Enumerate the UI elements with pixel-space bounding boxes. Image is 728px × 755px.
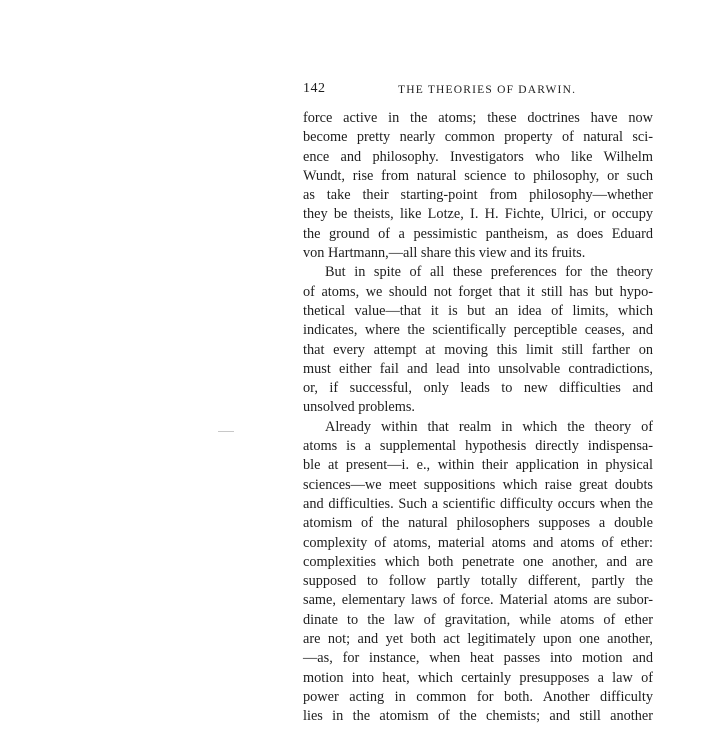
- text-line: complexity of atoms, material atoms and atoms of ether:: [303, 534, 653, 551]
- text-line: same, elementary laws of force. Material atoms are subor-: [303, 592, 653, 609]
- text-line: motion into heat, which certainly presupposes a law of: [303, 669, 653, 686]
- text-line: that every attempt at moving this limit still farther on: [303, 341, 653, 358]
- text-line: atomism of the natural philosophers supposes a double: [303, 515, 653, 532]
- text-line: are not; and yet both act legitimately upon one another,: [303, 631, 653, 648]
- text-line: atoms is a supplemental hypothesis directly indispensa-: [303, 438, 653, 455]
- body-text: [303, 109, 653, 727]
- text-line: ble at present—i. e., within their application in physical: [303, 457, 653, 474]
- text-line: sciences—we meet suppositions which raise great doubts: [303, 476, 653, 493]
- margin-mark: [218, 431, 234, 432]
- text-line: —as, for instance, when heat passes into motion and: [303, 650, 653, 667]
- text-line: von Hartmann,—all share this view and its fruits.: [303, 245, 586, 262]
- text-line: ence and philosophy. Investigators who like Wilhelm: [303, 148, 653, 165]
- text-line: complexities which both penetrate one another, and are: [303, 553, 653, 570]
- text-line: force active in the atoms; these doctrines have now: [303, 110, 653, 126]
- text-line: Wundt, rise from natural science to philosophy, or such: [303, 167, 653, 184]
- text-line: they be theists, like Lotze, I. H. Fichte, Ulrici, or occupy: [303, 206, 653, 223]
- running-head: [303, 80, 653, 98]
- text-line: or, if successful, only leads to new difficulties and: [303, 380, 653, 397]
- text-line: Already within that realm in which the theory of: [325, 418, 653, 435]
- text-line: the ground of a pessimistic pantheism, as does Eduard: [303, 225, 653, 242]
- text-line: as take their starting-point from philosophy—whether: [303, 187, 653, 204]
- text-line: supposed to follow partly totally different, partly the: [303, 573, 653, 590]
- text-line: lies in the atomism of the chemists; and still another: [303, 708, 653, 725]
- running-title: THE THEORIES OF DARWIN.: [398, 84, 577, 96]
- text-line: must either fail and lead into unsolvable contradictions,: [303, 360, 653, 377]
- text-line: But in spite of all these preferences for the theory: [325, 264, 653, 281]
- text-line: thetical value—that it is but an idea of limits, which: [303, 302, 653, 319]
- text-line: of atoms, we should not forget that it still has but hypo-: [303, 283, 653, 300]
- text-line: power acting in common for both. Another difficulty: [303, 688, 653, 705]
- text-line: unsolved problems.: [303, 399, 415, 416]
- text-line: and difficulties. Such a scientific difficulty occurs when the: [303, 495, 653, 512]
- text-line: become pretty nearly common property of natural sci-: [303, 129, 653, 146]
- text-line: indicates, where the scientifically perceptible ceases, and: [303, 322, 653, 339]
- page-number: 142: [303, 81, 326, 96]
- text-line: dinate to the law of gravitation, while atoms of ether: [303, 611, 653, 628]
